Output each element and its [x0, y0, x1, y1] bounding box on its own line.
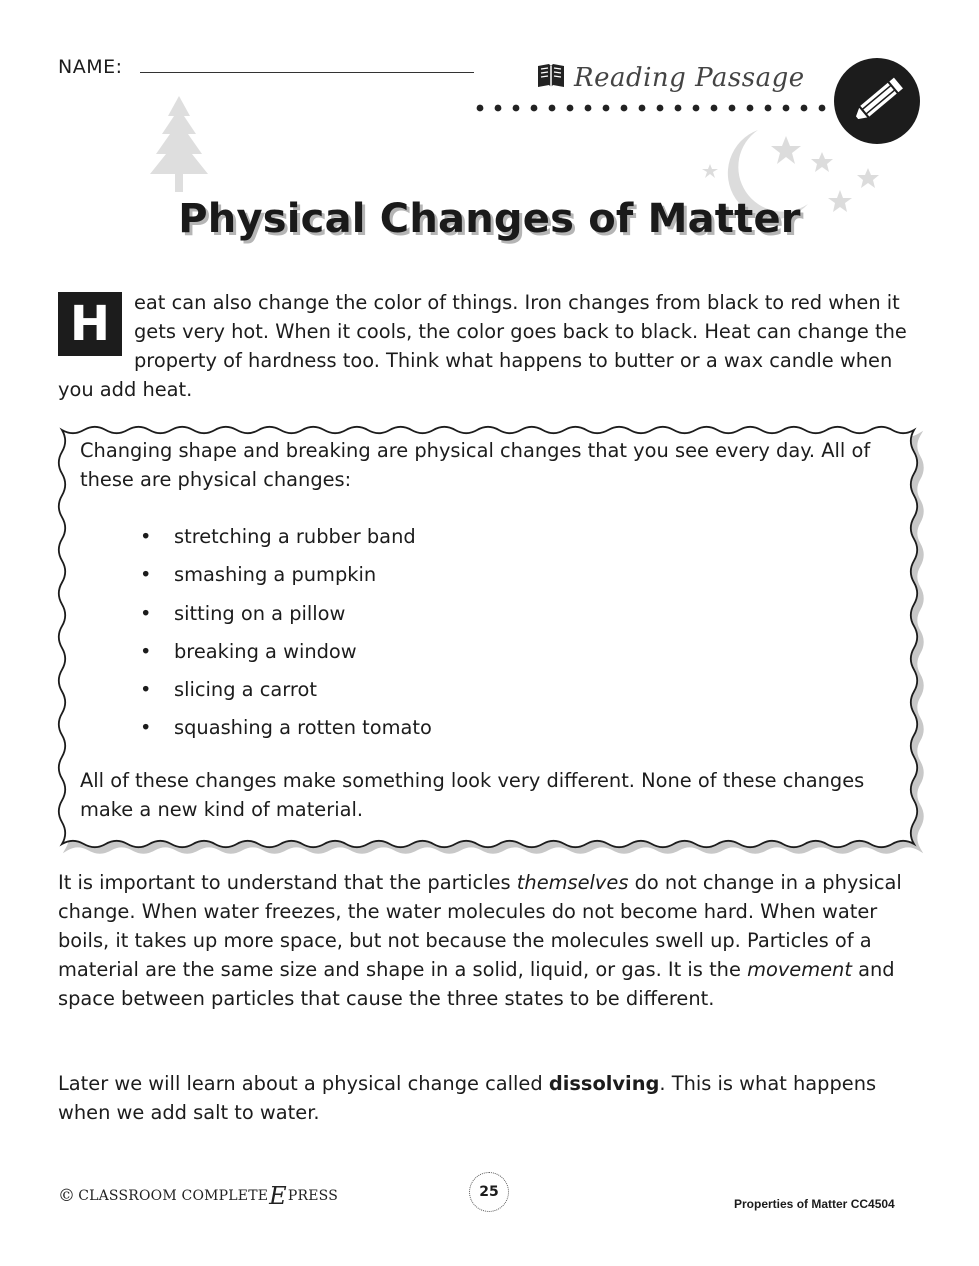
page-title: Physical Changes of Matter [178, 196, 801, 242]
list-item: • slicing a carrot [140, 675, 910, 704]
para2-text-b: . This is what happens when we add salt to water. [58, 1072, 877, 1124]
box-intro-text: Changing shape and breaking are physical changes that you see every day. All of these are physical changes: [80, 439, 871, 491]
section-label: Reading Passage [574, 63, 805, 93]
intro-text: eat can also change the color of things. Iron changes from black to red when it gets very hot. When it cools, the color goes back to black. Heat can change the property of hardness too. Think what happens to butter or a wax candle when you add heat. [58, 291, 907, 401]
para1-emphasis-movement: movement [747, 958, 852, 981]
para1-text-c: and space between particles that cause the three states to be different. [58, 958, 895, 1010]
box-outro-text: All of these changes make something look very different. None of these changes make a new kind of material. [80, 769, 865, 822]
para1-emphasis-themselves: themselves [516, 871, 629, 894]
reading-passage-header [536, 58, 805, 98]
particles-paragraph [58, 868, 928, 1013]
para2-text-a: Later we will learn about a physical change called [58, 1072, 549, 1095]
book-icon [536, 61, 566, 95]
list-item: • smashing a pumpkin [140, 560, 910, 589]
publisher-name-b: PRESS [287, 1188, 339, 1204]
dissolving-paragraph [58, 1069, 928, 1127]
list-item: • breaking a window [140, 637, 910, 666]
publisher-credit [58, 1182, 338, 1210]
page-number: 25 [479, 1184, 499, 1200]
tree-decoration [140, 94, 218, 194]
publisher-name-a: CLASSROOM COMPLETE [78, 1188, 269, 1204]
list-item: • sitting on a pillow [140, 599, 910, 628]
name-field-line[interactable] [140, 72, 474, 73]
para2-bold-dissolving: dissolving [548, 1072, 660, 1095]
examples-list [80, 522, 910, 742]
dotted-divider [470, 100, 830, 116]
list-item: • squashing a rotten tomato [140, 713, 910, 742]
page-number-badge [469, 1172, 509, 1212]
copyright-symbol: © [58, 1186, 76, 1206]
drop-cap: H [58, 292, 122, 356]
para1-text-a: It is important to understand that the particles [58, 871, 517, 894]
physical-changes-box [80, 436, 910, 824]
intro-paragraph [58, 288, 928, 404]
name-label: NAME: [58, 56, 123, 78]
book-reference: Properties of Matter CC4504 [734, 1197, 895, 1211]
para1-text-b: do not change in a physical change. When water freezes, the water molecules do not become hard. When water boils, it takes up more space, but not because the molecules swell up. Particles of a material are the same size and shape in a solid, liquid, or gas. It is the [58, 871, 902, 981]
list-item: • stretching a rubber band [140, 522, 910, 551]
publisher-logo-mark: E [269, 1182, 287, 1210]
